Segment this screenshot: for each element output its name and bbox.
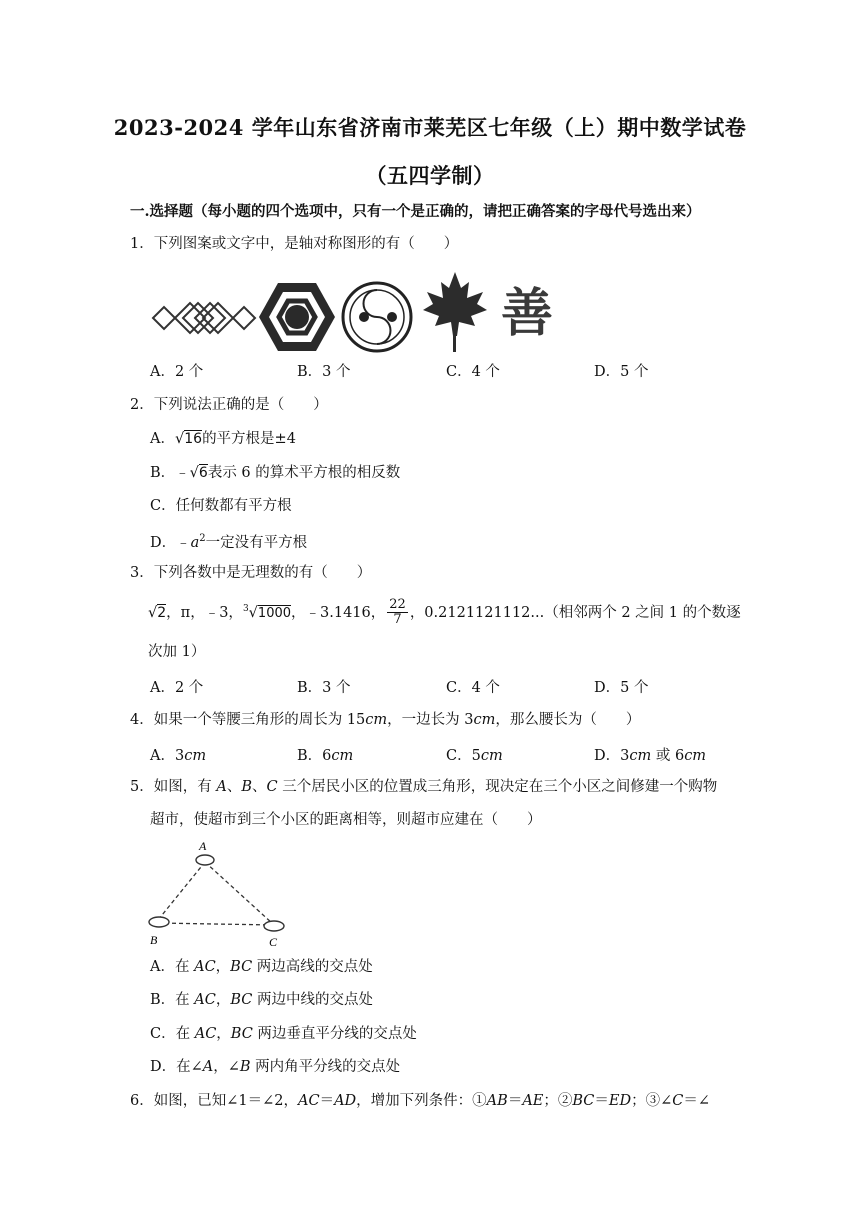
question-1-stem: 1．下列图案或文字中，是轴对称图形的有（ ） xyxy=(130,236,459,252)
q1-option-b: B．3 个 xyxy=(297,364,351,380)
question-2-stem: 2．下列说法正确的是（ ） xyxy=(130,397,328,413)
q1-option-a: A．2 个 xyxy=(150,364,204,380)
sqrt-icon: √ xyxy=(174,431,185,447)
q2-option-b: B．﹣√6表示 6 的算术平方根的相反数 xyxy=(150,465,401,481)
q2-option-a: A．√16的平方根是±4 xyxy=(150,431,296,447)
question-5-stem: 5．如图，有 A、B、C 三个居民小区的位置成三角形，现决定在三个小区之间修建一个购物 xyxy=(130,779,718,795)
q4-option-a: A．3cm xyxy=(150,748,207,764)
q5-stem-continued: 超市，使超市到三个小区的距离相等，则超市应建在（ ） xyxy=(150,812,542,828)
q4-option-d: D．3cm 或 6cm xyxy=(594,748,707,764)
q3-option-c: C．4 个 xyxy=(446,680,500,696)
q1-option-c: C．4 个 xyxy=(446,364,500,380)
q3-stem-continued: 次加 1） xyxy=(148,644,206,660)
yin-yang-figure xyxy=(340,281,414,353)
q4-option-b: B．6cm xyxy=(297,748,354,764)
maple-leaf-figure xyxy=(421,270,489,354)
cube-root-icon: √ xyxy=(248,604,258,621)
q5-option-b: B．在 AC，BC 两边中线的交点处 xyxy=(150,992,373,1008)
vertex-label-c: C xyxy=(269,935,278,949)
question-6-stem: 6．如图，已知∠1＝∠2，AC＝AD，增加下列条件：①AB＝AE；②BC＝ED；③∠C＝∠ xyxy=(130,1093,711,1109)
question-3-stem: 3．下列各数中是无理数的有（ ） xyxy=(130,565,372,581)
shan-character-figure: 善 xyxy=(501,284,554,344)
q5-option-d: D．在∠A，∠B 两内角平分线的交点处 xyxy=(150,1059,401,1075)
q3-option-a: A．2 个 xyxy=(150,680,204,696)
question-4-stem: 4．如果一个等腰三角形的周长为 15cm，一边长为 3cm，那么腰长为（ ） xyxy=(130,712,641,728)
section-heading: 一.选择题（每小题的四个选项中，只有一个是正确的，请把正确答案的字母代号选出来） xyxy=(130,203,701,220)
sqrt-icon: √ xyxy=(189,465,199,481)
fraction: $\frac{22}{7}$ xyxy=(389,597,406,628)
hexagon-emblem-figure xyxy=(258,281,336,353)
exam-subtitle: （五四学制） xyxy=(365,163,495,188)
knot-pattern-figure xyxy=(150,295,260,341)
q4-option-c: C．5cm xyxy=(446,748,503,764)
q5-option-c: C．在 AC，BC 两边垂直平分线的交点处 xyxy=(150,1026,417,1042)
sqrt-icon: √ xyxy=(148,604,158,621)
triangle-figure xyxy=(143,838,293,950)
q3-number-list: √2，π，﹣3，$^3$√1000，﹣3.1416， $\frac{22}{7}$ ，0.2121121112...（相邻两个 2 之间 1 的个数逐 xyxy=(148,597,741,628)
q5-option-a: A．在 AC，BC 两边高线的交点处 xyxy=(150,959,373,975)
vertex-label-a: A xyxy=(199,839,207,853)
q3-option-b: B．3 个 xyxy=(297,680,351,696)
q2-option-c: C．任何数都有平方根 xyxy=(150,498,292,514)
q2-option-d: D．$﹣a^2$一定没有平方根 xyxy=(150,533,308,551)
q1-option-d: D．5 个 xyxy=(594,364,649,380)
vertex-label-b: B xyxy=(150,933,158,947)
exam-title: 2023-2024 学年山东省济南市莱芜区七年级（上）期中数学试卷 xyxy=(113,115,747,140)
q3-option-d: D．5 个 xyxy=(594,680,649,696)
